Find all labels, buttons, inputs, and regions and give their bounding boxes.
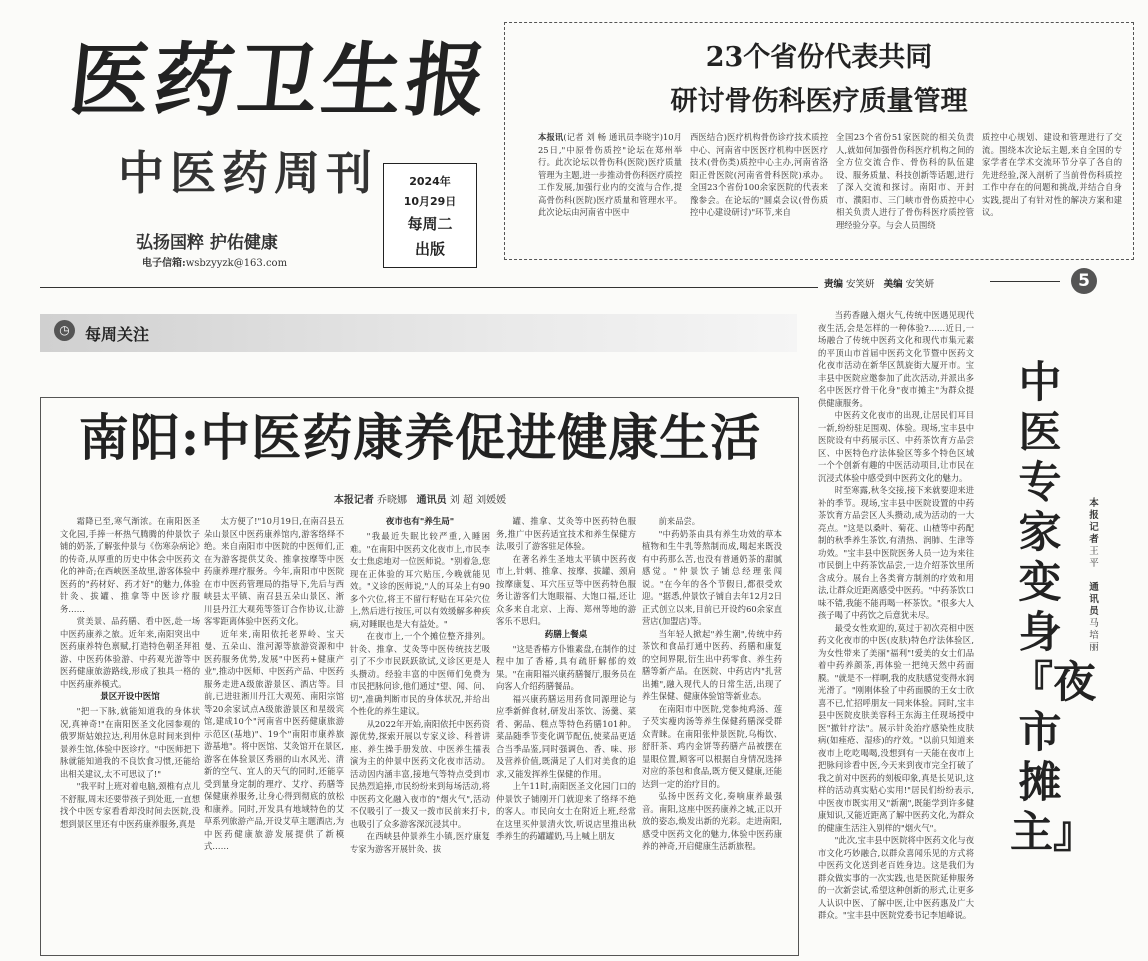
issue-date: 10月29日 <box>403 194 457 208</box>
top-article-column-1 <box>538 131 682 251</box>
paragraph: 太方便了!"10月19日,在南召县五朵山景区中医药康养馆内,游客络绎不绝。来自南阳市中医院的中医师们,正在为游客提供艾灸、推拿按摩等中医药康养理疗服务。今年,南阳市中医院在市中医药管理局的指导下,先后与西峡县太平镇、南召县五朵山景区、淅川县丹江大观苑等签订合作协议,让游客零距离体验中医药文化。 <box>204 516 344 626</box>
main-article-headline: 南阳:中医药康养促进健康生活 <box>78 408 762 467</box>
paragraph: "把一下脉,就能知道我的身体状况,真神奇!"在南阳医圣文化园参观的俄罗斯姑娘拉达,利用休息时间来到仲景养生馆,体验中医诊疗。"中医师把下脉就能知道我的不良饮食习惯,还能给出相关建议,太不可思议了!" <box>60 706 200 779</box>
paragraph: 前来品尝。 <box>658 516 701 526</box>
paragraph: 最受女性欢迎的,莫过于初次亮相中医药文化夜市的中医(皮肤)特色疗法体验区,为女性带来了美丽"福利"!爱美的女士们品着中药养颜茶,再体验一把纯天然中药面膜。"就是不一样啊,我的皮肤感觉变得水润光滑了。"刚刚体验了中药面膜的王女士欣喜不已,忙招呼朋友一同来体验。同时,宝丰县中医院皮肤美容科王东海主任现场授中医"撤针疗法"。展示针灸治疗感染性皮肤病(如痤疮、湿疹)的疗效。"以前只知道来夜市上吃吃喝喝,没想到有一天能在夜市上把脉问诊看中医,今天来到夜市完全打破了我之前对中医药的刻板印象,真是长见识,这样的活动真实贴心实用!"居民们纷纷表示,中医夜市既实用又"新潮",既能学到许多健康知识,又能近距离了解中医药文化,为群众的健康生活注入别样的"烟火气"。 <box>818 622 974 833</box>
paragraph: 在著名养生圣地太平镇中医药夜市上,针刺、推拿、按摩、拔罐、颈肩按摩康复、耳穴压豆等中医药特色服务让游客们大饱眼福、大饱口福,还让众多来自北京、上海、郑州等地的游客乐不思归。 <box>496 553 636 626</box>
paragraph: "这是香椿方仆锥素盘,在制作的过程中加了香椿,具有疏肝解郁的效果。"在南阳福兴康药膳餐厅,服务员在向客人介绍药膳餐品。 <box>496 643 636 691</box>
art-editor-name: 安笑妍 <box>905 279 935 290</box>
paragraph: 罐、推拿、艾灸等中医药特色服务,推广中医药适宜技术和养生保健方法,吸引了游客驻足体验。 <box>496 516 636 551</box>
paragraph: 从2022年开始,南阳依托中医药资源优势,探索开展以专家义诊、科普讲座、养生操手册发放、中医养生擂表演为主的仲景中医药文化夜市活动。活动因内涵丰富,接地气等特点受到市民热烈追捧,市民纷纷来到每场活动,将中医药文化融入夜市的"烟火气",活动不仅吸引了一拨又一拨市民前来打卡,也吸引了众多游客深沉浸其中。 <box>350 718 490 829</box>
side-byline-reporter: 王平 <box>1089 546 1099 569</box>
top-article-lead: 本报讯 <box>538 132 564 142</box>
main-article-column-4 <box>496 515 636 947</box>
byline-correspondents: 刘 超 刘媛媛 <box>449 495 507 506</box>
side-byline-correspondent: 马培丽 <box>1089 618 1099 653</box>
top-article-reporter: (记者 刘 畅 通讯员李晓宇) <box>563 132 663 142</box>
top-article-text: 10月25日,"中原骨伤质控"论坛在郑州举行。此次论坛以骨伤科(医院)医疗质量管理为主题,进一步推动骨伤科医疗质控工作发展,加强行业内的交流与合作,提高骨伤科(医院)医疗质量和管理水平。此次论坛由河南省中医中 <box>538 132 682 217</box>
paragraph: "我平时上班对着电脑,颈椎有点儿不舒服,周末还要带孩子到处逛,一直想找个中医专家看看却没时间去医院,没想到景区里还有中医药康养服务,真是 <box>60 781 200 829</box>
weekly-title: 中医药周刊 <box>118 146 378 200</box>
paragraph: 当药香融入烟火气,传统中医遇见现代夜生活,会是怎样的一种体验?……近日,一场融合了传统中医药文化和现代市集元素的平顶山市首届中医药文化节暨中医药文化夜市活动在新华区凯旋街大厦开市。宝丰县中医院应邀参加了此次活动,并派出多名中医医疗骨干化身"夜市摊主"为群众提供健康服务。 <box>818 310 974 408</box>
byline-reporter: 乔晓娜 <box>377 495 408 506</box>
paragraph: 当年轻人掀起"养生潮",传统中药茶饮和食品打通中医药、药膳和康复的空间界限,衍生出中药零食、养生药膳等新产品。在医院、中药店内"扎营出摊",融入现代人的日常生活,出现了养生保健、健康体验馆等新业态。 <box>642 628 782 701</box>
paragraph: 弘扬中医药文化,奏响康养最强音。南阳,这座中医药康养之城,正以开放的姿态,焕发出新的光彩。走进南阳,感受中医药文化的魅力,体验中医药康养的神奇,开启健康生活新旅程。 <box>642 791 782 851</box>
top-article-column-4: 质控中心规划、建设和管理进行了交流。围绕本次论坛主题,来自全国的专家学者在学术交流环节分享了各自的先进经验,深入剖析了当前骨伤科质控工作中存在的问题和挑战,并结合自身实践,提出了有针对性的解决方案和建议。 <box>982 132 1122 217</box>
editor-name: 安笑妍 <box>846 279 875 290</box>
editor-label: 责编 <box>824 279 844 290</box>
page-number: 5 <box>1071 268 1097 294</box>
paragraph: "我最近失眠比较严重,入睡困难。"在南阳中医药文化夜市上,市民李女士焦虑地对一位医师说。"别着急,您现在正体验的耳穴贴压,今晚就能见效。"义诊的医师说,"人的耳朵上有90多个穴位,将王不留行籽贴在耳朵穴位上,然后进行按压,可以有效缓解多种疾病,对睡眠也是大有益处。" <box>350 531 490 629</box>
side-article-body <box>818 309 974 949</box>
issue-year: 2024年 <box>409 174 451 188</box>
top-article-title-line2: 研讨骨伤科医疗质量管理 <box>670 86 968 117</box>
side-byline-reporter-label: 本报记者 <box>1089 498 1099 545</box>
side-byline-correspondent-label: 通讯员 <box>1089 582 1099 617</box>
art-editor-label: 美编 <box>883 279 903 290</box>
side-article-byline <box>1087 498 1101 654</box>
slogan: 弘扬国粹 护佑健康 <box>136 233 278 253</box>
main-article-column-2 <box>204 515 344 947</box>
paragraph: 福兴康药膳运用药食同源理论与应季新鲜食材,研发出茶饮、汤羹、菜肴、粥品、糕点等特色药膳101种。菜品随季节变化调节配伍,使菜品更适合当季品鉴,同时强调色、香、味、形及营养价值,既满足了人们对美食的追求,又能发挥养生保健的作用。 <box>496 693 636 779</box>
main-article-column-5 <box>642 515 782 947</box>
top-article-title-line1: 23个省份代表共同 <box>705 42 933 73</box>
issue-weekday: 每周二 <box>407 214 453 233</box>
paragraph: "中药奶茶由具有养生功效的草本植物和生牛乳等熬制而成,喝起来既没有中药那么苦,也没有普通奶茶的甜腻感觉。"仲景饮子铺总经理张闯说。"在今年的各个节假日,都很受欢迎。"据悉,仲景饮子铺自去年12月2日正式创立以来,目前已开设约60余家直营店(加盟店)等。 <box>642 528 782 626</box>
top-article-column-3: 全国23个省份51家医院的相关负责人,就如何加强骨伤科医疗机构之间的全方位交流合作、骨伤科的队伍建设、服务质量、科技创新等话题,进行了深入交流和探讨。南阳市、开封市、濮阳市、三门峡市骨伤质控中心相关负责人进行了骨伤科医疗质控管理经验分享。与会人员围绕 <box>836 132 974 230</box>
top-article-column-2: 西医结合)医疗机构骨伤诊疗技术质控中心、河南省中医医疗机构中医医疗技术(骨伤类)质控中心主办,河南省洛阳正骨医院(河南省骨科医院)承办。全国23个省份100余家医院的代表来豫参会。在论坛的"圆桌会议(骨伤质控中心建设研讨)"环节,来自 <box>690 132 828 217</box>
side-article-title: 中医专家变身『夜市摊主』 <box>1010 358 1096 858</box>
subheading: 景区开设中医馆 <box>100 692 160 702</box>
section-label: 每周关注 <box>85 325 150 344</box>
email-line <box>142 254 287 269</box>
editor-rule-left <box>40 287 818 288</box>
subheading: 药膳上餐桌 <box>544 629 588 640</box>
newspaper-logo: 医药卫生报 <box>65 33 495 127</box>
issue-edition: 出版 <box>414 239 445 258</box>
email-address[interactable]: wsbzyyzk@163.com <box>185 258 288 269</box>
paragraph: 霜降已至,寒气渐浓。在南阳医圣文化园,手捧一杯热气腾腾的仲景饮子铺的奶茶,了解张仲景与《伤寒杂病论》的传奇,从厚重的历史中体会中医药文化的神奇;在西峡医圣故里,游客体验中医药的"药材好、药才好"的魅力,体验针灸、拔罐、推拿等中医诊疗服务…… <box>60 516 200 614</box>
editor-credits <box>824 276 934 290</box>
issue-box <box>383 163 477 268</box>
section-band <box>40 314 797 352</box>
paragraph: 在南阳市中医院,党参炖鸡汤、莲子芡实瘦肉汤等养生保健药膳深受群众青睐。在南阳张仲景医院,乌梅饮、舒肝茶、鸡内金饼等药膳产品被摆在显眼位置,顾客可以根据自身情况选择对应的茶包和食品,既方便又健康,还能达到一定的治疗目的。 <box>642 703 782 789</box>
main-article-column-1 <box>60 515 200 947</box>
paragraph: 赏美景、品药膳、看中医,赴一场中医药康养之旅。近年来,南阳突出中医药康养特色禀赋,打造特色朝圣拜祖游、中医药体验游、中药观光游等中医药健康旅游路线,形成了独具一格的中医药康养模式。 <box>60 616 200 689</box>
paragraph: 在夜市上,一个个摊位整齐排列。针灸、推拿、艾灸等中医传统技艺吸引了不少市民跃跃欲试,义诊区更是人头攒动。经验丰富的中医师们免费为市民把脉问诊,他们通过"望、闻、问、切",准确判断市民的身体状况,并给出个性化的养生建议。 <box>350 631 490 716</box>
paragraph: 近年来,南阳依托老界岭、宝天曼、五朵山、淮河源等旅游资源和中医药服务优势,发展"中医药+健康产业",推动中医师、中医药产品、中医药服务走进A级旅游景区、酒店等。目前,已进驻淅川丹江大观苑、南阳宗馆等20余家试点A级旅游景区和星级宾馆,建成10个"河南省中医药健康旅游示范区(基地)"、19个"南阳市康养旅游基地"。将中医馆、艾灸馆开在景区,游客在体验景区秀丽的山水风光、清新的空气、宜人的天气的同时,还能享受到量身定制的理疗、艾疗、药膳等保健康养服务,让身心得到彻底的放松和康养。同时,开发具有地域特色的艾草系列旅游产品,开设艾草主题酒店,为中医药健康旅游发展提供了新模式…… <box>204 628 344 851</box>
byline-reporter-label: 本报记者 <box>333 495 374 506</box>
paragraph: 时至寒露,秋冬交接,接下来就要迎来进补的季节。现场,宝丰县中医院设置的中药茶饮育方品尝区人头攒动,成为活动的一大亮点。"这是以桑叶、菊花、山楂等中药配制的秋季养生茶饮,有清热、润肺、生津等功效。"宝丰县中医院医务人员一边为来往市民倒上中药茶饮品尝,一边介绍茶饮里所含成分。展台上各类膏方制剂的疗效和用法,让群众近距离感受中医药。"中药茶饮口味不错,我能不能再喝一杯茶饮。"很多大人孩子喝了中药饮之后意犹未尽。 <box>818 485 974 620</box>
paragraph: 在西峡县仲景养生小镇,医疗康复专家为游客开展针灸、拔 <box>350 831 490 854</box>
main-article-byline <box>60 491 780 506</box>
paragraph: "此次,宝丰县中医院将中医药文化与夜市文化巧妙融合,以群众喜闻乐见的方式将中医药文化送到老百姓身边。这是我们为群众做实事的一次实践,也是医院延伸服务的一次新尝试,希望这种创新的形式,让更多人认识中医、了解中医,让中医药惠及广大群众。"宝丰县中医院党委书记李旭峰说。 <box>818 835 974 920</box>
clock-icon: ◷ <box>54 320 75 341</box>
paragraph: 上午11时,南阳医圣文化园门口的仲景饮子铺刚开门就迎来了络绎不绝的客人。市民向女士在附近上班,经常在这里买仲景清火饮,听说店里推出秋季养生的药罐罐奶,马上喊上朋友 <box>496 781 636 841</box>
editor-rule-right <box>990 281 1060 282</box>
paragraph: 中医药文化夜市的出现,让居民们耳目一新,纷纷驻足围观、体验。现场,宝丰县中医院设有中药展示区、中药茶饮育方品尝区、中医特色疗法体验区等多个特色区域一个个创新有趣的中医活动项目,让市民在沉浸式体验中感受到中医药文化的魅力。 <box>818 410 974 483</box>
main-article-column-3 <box>350 515 490 947</box>
email-label: 电子信箱: <box>142 258 186 269</box>
byline-correspondent-label: 通讯员 <box>416 495 447 506</box>
subheading: 夜市也有"养生局" <box>385 517 455 527</box>
